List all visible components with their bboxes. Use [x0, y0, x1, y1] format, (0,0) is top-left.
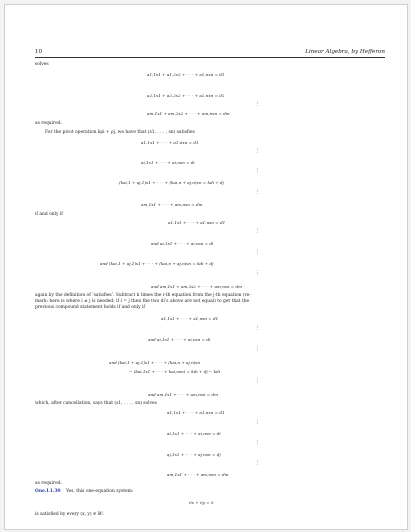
equation-line: and am,1s1 + am,2s2 + · · · + am,nsn = dm [151, 284, 243, 289]
text-line: previous compound statement holds if and only if [35, 305, 146, 310]
text-line: is satisfied by every (x, y) ∈ ℝ². [35, 512, 105, 517]
running-header [35, 49, 385, 58]
vertical-ellipsis: . . . [257, 268, 259, 278]
vertical-ellipsis: . . . [257, 417, 259, 427]
equation-line: am,1x1 + · · · + am,nxn = dm [167, 472, 229, 477]
vertical-ellipsis: . . . [257, 323, 259, 333]
equation-line: a1,1s1 + · · · + a1,nsn = d1 [168, 220, 226, 225]
text-line: as required. [35, 121, 62, 126]
text-line: again by the definition of ‘satisfies’. Subtract k times the i-th equation from the j-th equation (re- [35, 293, 251, 298]
vertical-ellipsis: . . . [257, 458, 259, 468]
text-line: which, after cancellation, says that (s1, . . . , sn) solves [35, 401, 157, 406]
equation-line: am,1x1 + · · · + am,nxn = dm [141, 202, 203, 207]
vertical-ellipsis: . . . [257, 99, 259, 109]
text-line: solves [35, 62, 49, 67]
vertical-ellipsis: . . . [257, 376, 259, 386]
equation-line: and (kai,1 + aj,1)s1 + · · · + (kai,n + aj,n)sn = kdi + dj [100, 261, 214, 266]
vertical-ellipsis: . . . [257, 438, 259, 448]
text-line: as required. [35, 481, 62, 486]
answer-text: Yes, this one-equation system: [66, 489, 134, 494]
equation-line: ai,1x1 + · · · + ai,nxn = di [141, 160, 195, 165]
equation-line: aj,1x1 + · · · + aj,nxn = dj [167, 452, 221, 457]
vertical-ellipsis: . . . [257, 166, 259, 176]
equation-line: and ai,1s1 + · · · + ai,nsn = di [148, 337, 211, 342]
vertical-ellipsis: . . . [257, 247, 259, 257]
equation-line: − (kai,1s1 + · · · + kai,nsn) = kdi + dj − kdi [129, 369, 221, 374]
answer-label: One.I.1.30 [35, 489, 61, 494]
equation-line: 0x + 0y = 0 [189, 500, 214, 505]
equation-line: a1,1x1 + · · · + a1,nxn = d1 [141, 140, 199, 145]
equation-line: a1,1s1 + · · · + a1,nsn = d1 [161, 316, 219, 321]
vertical-ellipsis: . . . [257, 226, 259, 236]
page-number: 10 [35, 49, 43, 55]
text-line: mark: here is where i ≠ j is needed; if i = j then the two di’s above are not equal) to get that the [35, 299, 250, 304]
text-line: For the pivot operation kρi + ρj, we have that (s1, . . . , sn) satisfies [45, 130, 195, 135]
vertical-ellipsis: . . . [257, 146, 259, 156]
equation-line: (kai,1 + aj,1)x1 + · · · + (kai,n + aj,n)xn = kdi + dj [119, 180, 224, 185]
text-line: if and only if [35, 212, 63, 217]
equation-line: a1,1x1 + a1,2x2 + · · · + a1,nxn = d1 [147, 72, 225, 77]
equation-line: and am,1s1 + · · · + am,nsn = dm [148, 392, 219, 397]
equation-line: am,1x1 + am,2x2 + · · · + am,nxn = dm [147, 111, 230, 116]
equation-line: a2,1x1 + a2,2x2 + · · · + a2,nxn = d2 [147, 93, 225, 98]
answer-entry [35, 489, 133, 494]
equation-line: a1,1x1 + · · · + a1,nxn = d1 [167, 410, 225, 415]
equation-line: and (kai,1 + aj,1)s1 + · · · + (kai,n + aj,n)sn [109, 360, 201, 365]
document-page [4, 4, 408, 530]
equation-line: ai,1x1 + · · · + ai,nxn = di [167, 431, 221, 436]
equation-line: and ai,1s1 + · · · + ai,nsn = di [151, 241, 214, 246]
running-head-title: Linear Algebra, by Hefferon [305, 49, 385, 55]
vertical-ellipsis: . . . [257, 344, 259, 354]
vertical-ellipsis: . . . [257, 187, 259, 197]
